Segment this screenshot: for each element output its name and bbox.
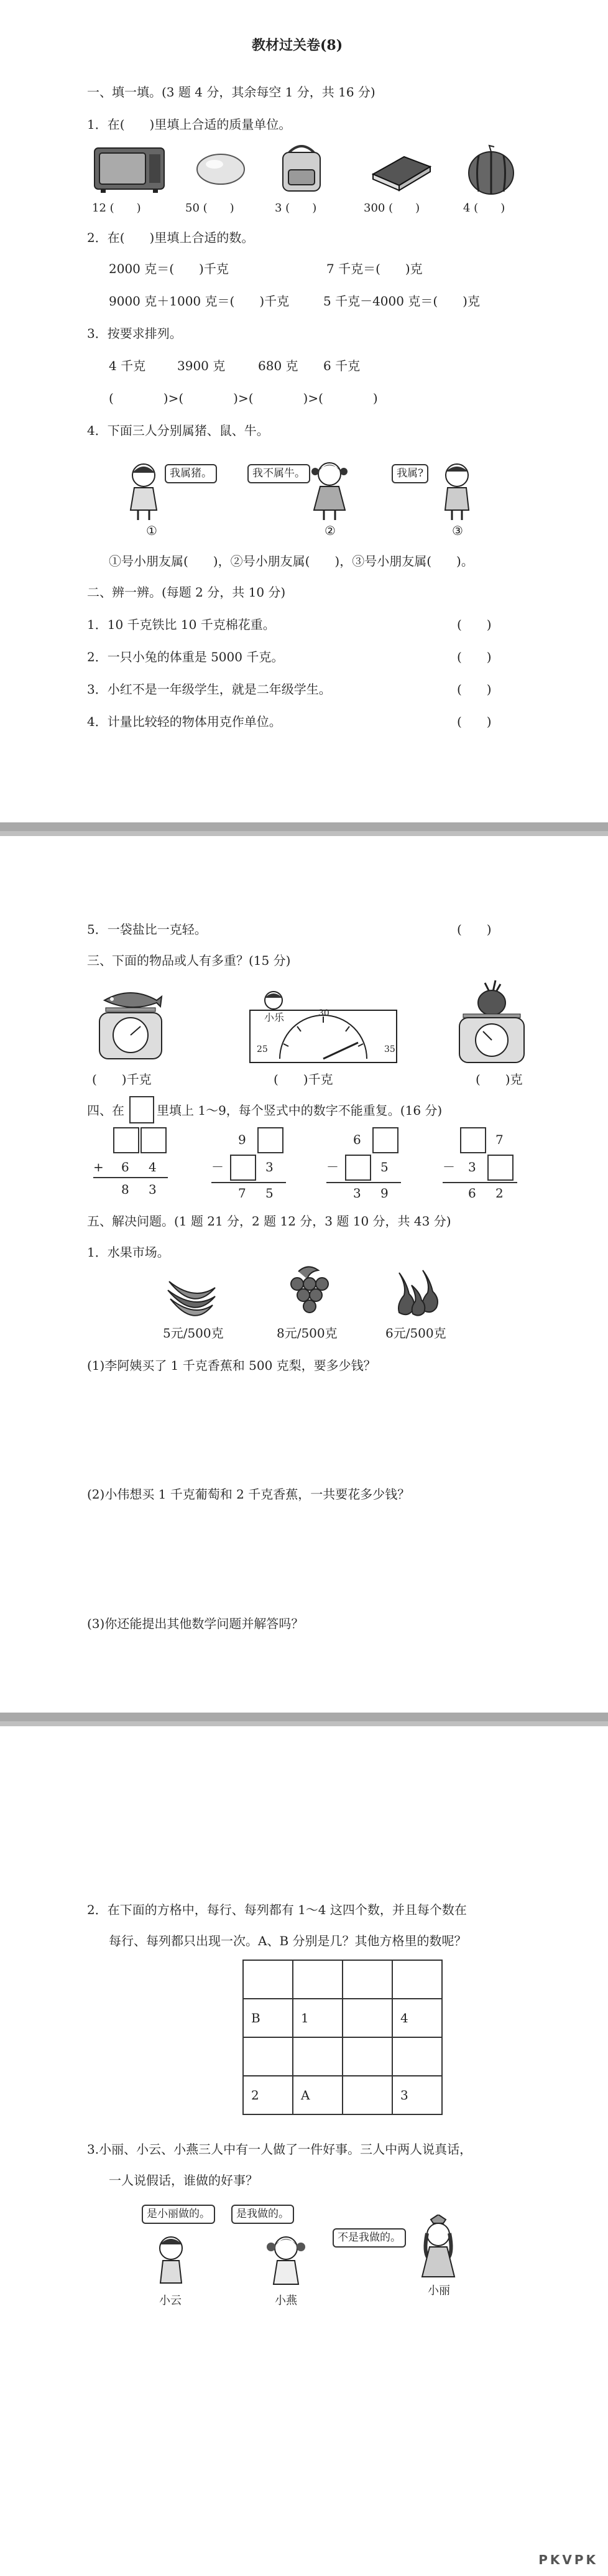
grid-cell[interactable] (293, 1960, 343, 1999)
watermelon-image (463, 142, 519, 198)
section-1-heading: 一、填一填。(3 题 4 分，其余每空 1 分，共 16 分) (87, 85, 375, 100)
p2-mid-2: 3 (265, 1160, 274, 1174)
q5-3-line1: 3.小丽、小云、小燕三人中有一人做了一件好事。三人中两人说真话， (87, 2142, 472, 2157)
q1-3-item-4: 6 千克 (323, 358, 361, 373)
q5-1-text: 1．水果市场。 (87, 1245, 170, 1260)
p1-line (93, 1177, 168, 1178)
grid-cell[interactable] (343, 1999, 392, 2037)
p4-operator: － (443, 1160, 455, 1174)
weight-label-1: ( )千克 (92, 1072, 152, 1087)
page-title: 教材过关卷(8) (252, 37, 343, 53)
p3-res-1: 3 (353, 1186, 361, 1201)
p1-top-box-1[interactable] (113, 1127, 139, 1153)
p3-top-1: 6 (353, 1132, 361, 1147)
p1-res-2: 3 (149, 1182, 157, 1197)
section-3-heading: 三、下面的物品或人有多重？(15 分) (87, 953, 291, 968)
price-pear: 6元/500克 (385, 1326, 446, 1341)
microwave-image (92, 144, 167, 194)
p3-operator: － (326, 1160, 339, 1174)
scale-tick-25: 25 (257, 1044, 268, 1054)
scale-tick-35: 35 (384, 1044, 395, 1054)
q1-2-row1b: 7 千克＝( )克 (326, 261, 423, 276)
grid-cell: 1 (293, 1999, 343, 2037)
judge-item-4: 4．计量比较轻的物体用克作单位。 (87, 714, 282, 729)
child-1-mark: ① (146, 523, 157, 538)
q5-2-line1: 2．在下面的方格中，每行、每列都有 1～4 这四个数，并且每个数在 (87, 1902, 467, 1917)
p4-mid-box[interactable] (487, 1155, 514, 1181)
fish-on-scale-image (87, 988, 174, 1062)
grid-cell: B (243, 1999, 293, 2037)
grid-cell[interactable] (343, 1960, 392, 1999)
grid-cell: 2 (243, 2076, 293, 2114)
child-1-image (122, 460, 165, 523)
grape-image (280, 1263, 336, 1319)
grid-cell[interactable] (243, 1960, 293, 1999)
q5-3-line2: 一人说假话，谁做的好事？ (109, 2173, 258, 2188)
p3-mid-2: 5 (380, 1160, 389, 1174)
q1-2-text: 2．在( )里填上合适的数。 (87, 230, 254, 245)
p4-mid-2: 3 (468, 1160, 476, 1174)
grid-cell: 3 (392, 2076, 442, 2114)
xiaoyun-name: 小云 (159, 2294, 182, 2307)
banana-image (163, 1269, 219, 1319)
weight-label-2: ( )千克 (274, 1072, 333, 1087)
price-grape: 8元/500克 (277, 1326, 338, 1341)
p4-top-2: 7 (495, 1132, 504, 1147)
q1-label-5: 4 ( ) (463, 202, 505, 215)
p4-line (443, 1182, 517, 1183)
child-1-bubble: 我属猪。 (165, 464, 217, 483)
child-2-image (308, 458, 351, 523)
xiaoli-bubble: 不是我做的。 (333, 2228, 406, 2248)
p2-line (211, 1182, 286, 1183)
judge-blank-2: ( ) (457, 649, 492, 664)
p1-mid-2: 4 (149, 1160, 157, 1174)
section-4-heading-a: 四、在 (87, 1103, 124, 1118)
pear-image (385, 1267, 441, 1319)
q5-1-sub1: (1)李阿姨买了 1 千克香蕉和 500 克梨，要多少钱？ (87, 1358, 376, 1373)
p1-top-box-2[interactable] (140, 1127, 167, 1153)
grid-cell[interactable] (293, 2037, 343, 2076)
p2-top-1: 9 (238, 1132, 246, 1147)
child-3-image (435, 460, 479, 523)
heading-blank-box (129, 1096, 154, 1123)
q1-3-item-2: 3900 克 (177, 358, 226, 373)
q1-4-text: 4．下面三人分别属猪、鼠、牛。 (87, 423, 269, 438)
page-separator (0, 822, 608, 836)
xiaoli-image (413, 2215, 463, 2281)
pineapple-on-scale-image (451, 978, 532, 1065)
q1-4-answer: ①号小朋友属( )，②号小朋友属( )，③号小朋友属( )。 (109, 554, 474, 569)
p1-mid-1: 6 (121, 1160, 129, 1174)
q1-label-4: 300 ( ) (364, 202, 420, 215)
judge-blank-4: ( ) (457, 714, 492, 729)
p2-res-1: 7 (238, 1186, 246, 1201)
judge-item-2: 2．一只小兔的体重是 5000 千克。 (87, 649, 284, 664)
child-3-mark: ③ (452, 523, 463, 538)
q1-3-item-1: 4 千克 (109, 358, 146, 373)
p1-res-1: 8 (121, 1182, 129, 1197)
xiaoli-name: 小丽 (428, 2284, 450, 2297)
q1-2-row2a: 9000 克＋1000 克＝( )千克 (109, 294, 290, 309)
xiaoyan-name: 小燕 (275, 2294, 297, 2307)
number-grid (242, 1960, 443, 2115)
p3-res-2: 9 (380, 1186, 389, 1201)
weight-label-3: ( )克 (476, 1072, 523, 1087)
q1-3-text: 3．按要求排列。 (87, 326, 182, 341)
egg-image (193, 149, 249, 187)
section-5-heading: 五、解决问题。(1 题 21 分，2 题 12 分，3 题 10 分，共 43 分) (87, 1214, 451, 1229)
p3-top-box[interactable] (372, 1127, 398, 1153)
p3-line (326, 1182, 401, 1183)
q1-label-3: 3 ( ) (275, 202, 317, 215)
q5-1-sub2: (2)小伟想买 1 千克葡萄和 2 千克香蕉，一共要花多少钱？ (87, 1487, 410, 1502)
grid-cell: 4 (392, 1999, 442, 2037)
grid-cell: A (293, 2076, 343, 2114)
q1-label-1: 12 ( ) (92, 202, 141, 215)
p2-top-box[interactable] (257, 1127, 283, 1153)
child-on-scale-image (249, 989, 398, 1064)
q1-2-row2b: 5 千克－4000 克＝( )克 (323, 294, 480, 309)
child-3-bubble: 我属? (392, 464, 428, 483)
q5-1-sub3: (3)你还能提出其他数学问题并解答吗？ (87, 1616, 304, 1631)
xiaoyun-image (149, 2233, 193, 2289)
section-4-heading-b: 里填上 1～9，每个竖式中的数字不能重复。(16 分) (157, 1103, 443, 1118)
p1-operator: + (93, 1160, 104, 1174)
grid-cell[interactable] (343, 2037, 392, 2076)
grid-cell[interactable] (243, 2037, 293, 2076)
judge-blank-3: ( ) (457, 682, 492, 697)
grid-cell[interactable] (392, 2037, 442, 2076)
judge-item-5: 5．一袋盐比一克轻。 (87, 922, 207, 937)
p4-res-2: 2 (495, 1186, 504, 1201)
p2-mid-box[interactable] (230, 1155, 256, 1181)
p4-top-box[interactable] (460, 1127, 486, 1153)
child-2-mark: ② (325, 523, 336, 538)
p3-mid-box[interactable] (345, 1155, 371, 1181)
schoolbag-image (274, 140, 329, 196)
q1-1-text: 1．在( )里填上合适的质量单位。 (87, 117, 292, 132)
judge-blank-5: ( ) (457, 922, 492, 937)
book-image (367, 149, 435, 193)
watermark-logo: PKVPK (538, 2552, 598, 2567)
q5-2-line2: 每行、每列都只出现一次。A、B 分别是几？其他方格里的数呢？ (109, 1933, 467, 1948)
q1-2-row1a: 2000 克＝( )千克 (109, 261, 229, 276)
scale-tick-30: 30 (318, 1008, 329, 1018)
q1-label-2: 50 ( ) (185, 202, 234, 215)
p4-res-1: 6 (468, 1186, 476, 1201)
judge-item-3: 3．小红不是一年级学生，就是二年级学生。 (87, 682, 331, 697)
q1-3-item-3: 680 克 (258, 358, 298, 373)
page-separator (0, 1713, 608, 1726)
p2-res-2: 5 (265, 1186, 274, 1201)
child-2-bubble: 我不属牛。 (247, 464, 310, 483)
p2-operator: － (211, 1160, 224, 1174)
grid-cell[interactable] (343, 2076, 392, 2114)
q1-3-order: ( )>( )>( )>( ) (109, 391, 378, 406)
price-banana: 5元/500克 (163, 1326, 224, 1341)
judge-blank-1: ( ) (457, 617, 492, 632)
grid-cell[interactable] (392, 1960, 442, 1999)
xiaoyan-bubble: 是我做的。 (231, 2205, 294, 2224)
judge-item-1: 1．10 千克铁比 10 千克棉花重。 (87, 617, 275, 632)
child-name-label: 小乐 (264, 1011, 285, 1023)
xiaoyan-image (261, 2232, 311, 2289)
section-2-heading: 二、辨一辨。(每题 2 分，共 10 分) (87, 585, 286, 600)
xiaoyun-bubble: 是小丽做的。 (142, 2205, 215, 2224)
